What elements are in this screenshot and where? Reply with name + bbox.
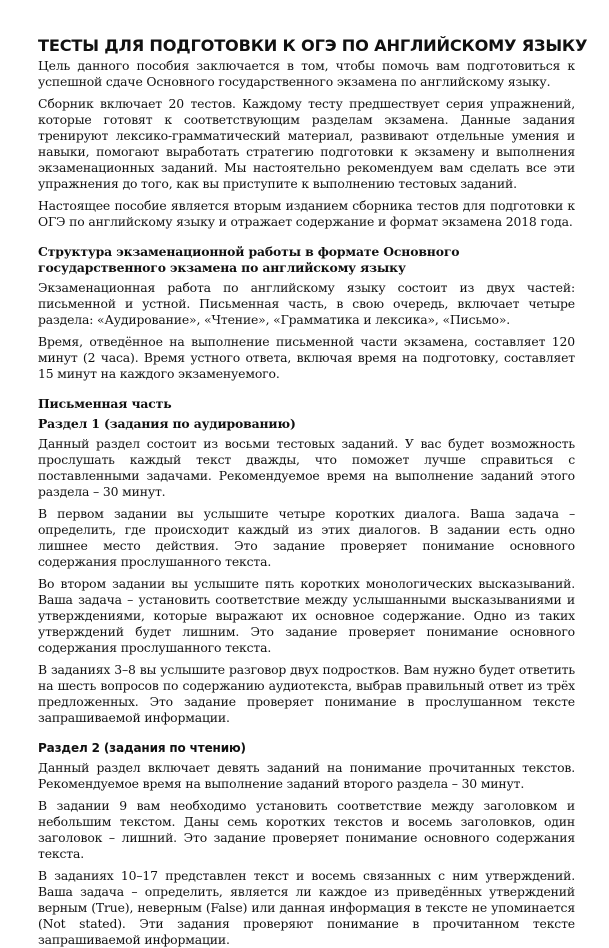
section2-paragraph-3: В заданиях 10–17 представлен текст и восемь связанных с ним утверждений. Ваша задача – определить, является ли каждое из приведённых утверждений верным (True), неверным (False) или данная информация в тексте не упоминается (Not stated). Эти задания проверяют понимание в прочитанном тексте запрашиваемой информации. [38,868,575,947]
written-part-heading: Письменная часть [38,396,172,411]
section1-paragraph-1: Данный раздел состоит из восьми тестовых заданий. У вас будет возможность прослушать каждый текст дважды, что поможет лучше справиться с поставленными задачами. Рекомендуемое время на выполнение заданий этого раздела – 30 минут. [38,436,575,499]
intro-paragraph-1: Цель данного пособия заключается в том, чтобы помочь вам подготовиться к успешной сдаче Основного государственного экзамена по английскому языку. [38,58,575,89]
structure-heading: Структура экзаменационной работы в формате Основного государственного экзамена по английскому языку [38,244,460,275]
section1-paragraph-4: В заданиях 3–8 вы услышите разговор двух подростков. Вам нужно будет ответить на шесть вопросов по содержанию аудиотекста, выбрав правильный ответ из трёх предложенных. Это задание проверяет понимание в прослушанном тексте запрашиваемой информации. [38,662,575,725]
structure-paragraph-2: Время, отведённое на выполнение письменной части экзамена, составляет 120 минут (2 часа). Время устного ответа, включая время на подготовку, составляет 15 минут на каждого экзаменуемого. [38,334,575,381]
section1-paragraph-2: В первом задании вы услышите четыре коротких диалога. Ваша задача – определить, где происходит каждый из этих диалогов. В задании есть одно лишнее место действия. Это задание проверяет понимание основного содержания прослушанного текста. [38,506,575,569]
section2-paragraph-1: Данный раздел включает девять заданий на понимание прочитанных текстов. Рекомендуемое время на выполнение заданий второго раздела – 30 минут. [38,760,575,791]
structure-paragraph-1: Экзаменационная работа по английскому языку состоит из двух частей: письменной и устной. Письменная часть, в свою очередь, включает четыре раздела: «Аудирование», «Чтение», «Грамматика и лексика», «Письмо». [38,280,575,327]
intro-paragraph-2: Сборник включает 20 тестов. Каждому тесту предшествует серия упражнений, которые готовят к соответствующим разделам экзамена. Данные задания тренируют лексико-грамматический материал, развивают отдельные умения и навыки, помогают выработать стратегию подготовки к экзамену и выполнения экзаменационных заданий. Мы настоятельно рекомендуем вам сделать все эти упражнения до того, как вы приступите к выполнению тестовых заданий. [38,96,575,191]
intro-paragraph-3: Настоящее пособие является вторым изданием сборника тестов для подготовки к ОГЭ по английскому языку и отражает содержание и формат экзамена 2018 года. [38,198,575,229]
section1-paragraph-3: Во втором задании вы услышите пять коротких монологических высказываний. Ваша задача – установить соответствие между услышанными высказываниями и утверждениями, которые выражают их основное содержание. Одно из таких утверждений будет лишним. Это задание проверяет понимание основного содержания прослушанного текста. [38,576,575,655]
document-title: ТЕСТЫ ДЛЯ ПОДГОТОВКИ К ОГЭ ПО АНГЛИЙСКОМУ ЯЗЫКУ [38,36,588,55]
section2-paragraph-2: В задании 9 вам необходимо установить соответствие между заголовком и небольшим текстом. Даны семь коротких текстов и восемь заголовков, один заголовок – лишний. Это задание проверяет понимание основного содержания текста. [38,798,575,861]
section2-heading: Раздел 2 (задания по чтению) [38,741,246,755]
section1-heading: Раздел 1 (задания по аудированию) [38,416,296,431]
